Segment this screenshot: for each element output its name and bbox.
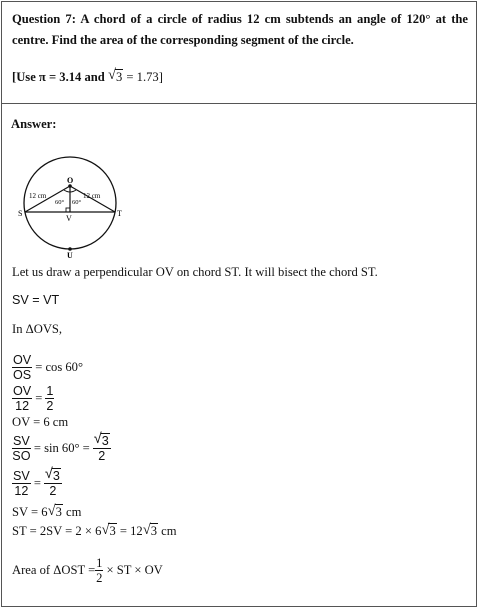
equation-6: SV = 6 √ 3 cm (12, 503, 82, 519)
equation-4: $\frac{SV}{SO}$ = sin 60° = √ 3 2 (12, 431, 109, 463)
label-right-radius: 12 cm (83, 192, 101, 200)
question-text: Question 7: A chord of a circle of radius 12 cm subtends an angle of 120° at the centre. Find the area of the corresponding segment of the circle. (12, 12, 468, 47)
use-prefix: [Use π = 3.14 and (12, 70, 108, 84)
sqrt-symbol: √ 3 (107, 67, 123, 84)
answer-label: Answer: (11, 117, 57, 131)
equation-5: $\frac{SV}{12}$ = √ 3 2 (13, 466, 60, 498)
question-box (1, 1, 477, 104)
intro-text: Let us draw a perpendicular OV on chord ST. It will bisect the chord ST. (12, 265, 378, 279)
label-s: S (18, 209, 23, 218)
question-constants (12, 65, 163, 89)
sv-equals-vt: SV = VT (12, 293, 60, 307)
label-v: V (66, 214, 72, 223)
equation-8: Area of ΔOST = $\frac{1}{2}$ × ST × OV (12, 556, 163, 585)
equation-2: $\frac{OV}{12}$ = $\frac{1}{2}$ (13, 384, 54, 413)
label-u: U (67, 251, 73, 260)
label-angle-left: 60° (55, 199, 65, 206)
use-value: = 1.73] (123, 70, 163, 84)
label-left-radius: 12 cm (29, 192, 47, 200)
geometry-figure (8, 158, 138, 260)
in-triangle: In ΔOVS, (12, 322, 63, 336)
sqrt-radicand: 3 (115, 70, 123, 84)
equation-3: OV = 6 cm (12, 415, 69, 429)
label-angle-right: 60° (72, 199, 82, 206)
label-t: T (117, 209, 122, 218)
equation-7: ST = 2SV = 2 × 6 √ 3 = 12 √ 3 cm (12, 522, 177, 538)
equation-1: $\frac{OV}{OS}$ = cos 60° (13, 353, 84, 382)
label-o: O (67, 176, 74, 185)
